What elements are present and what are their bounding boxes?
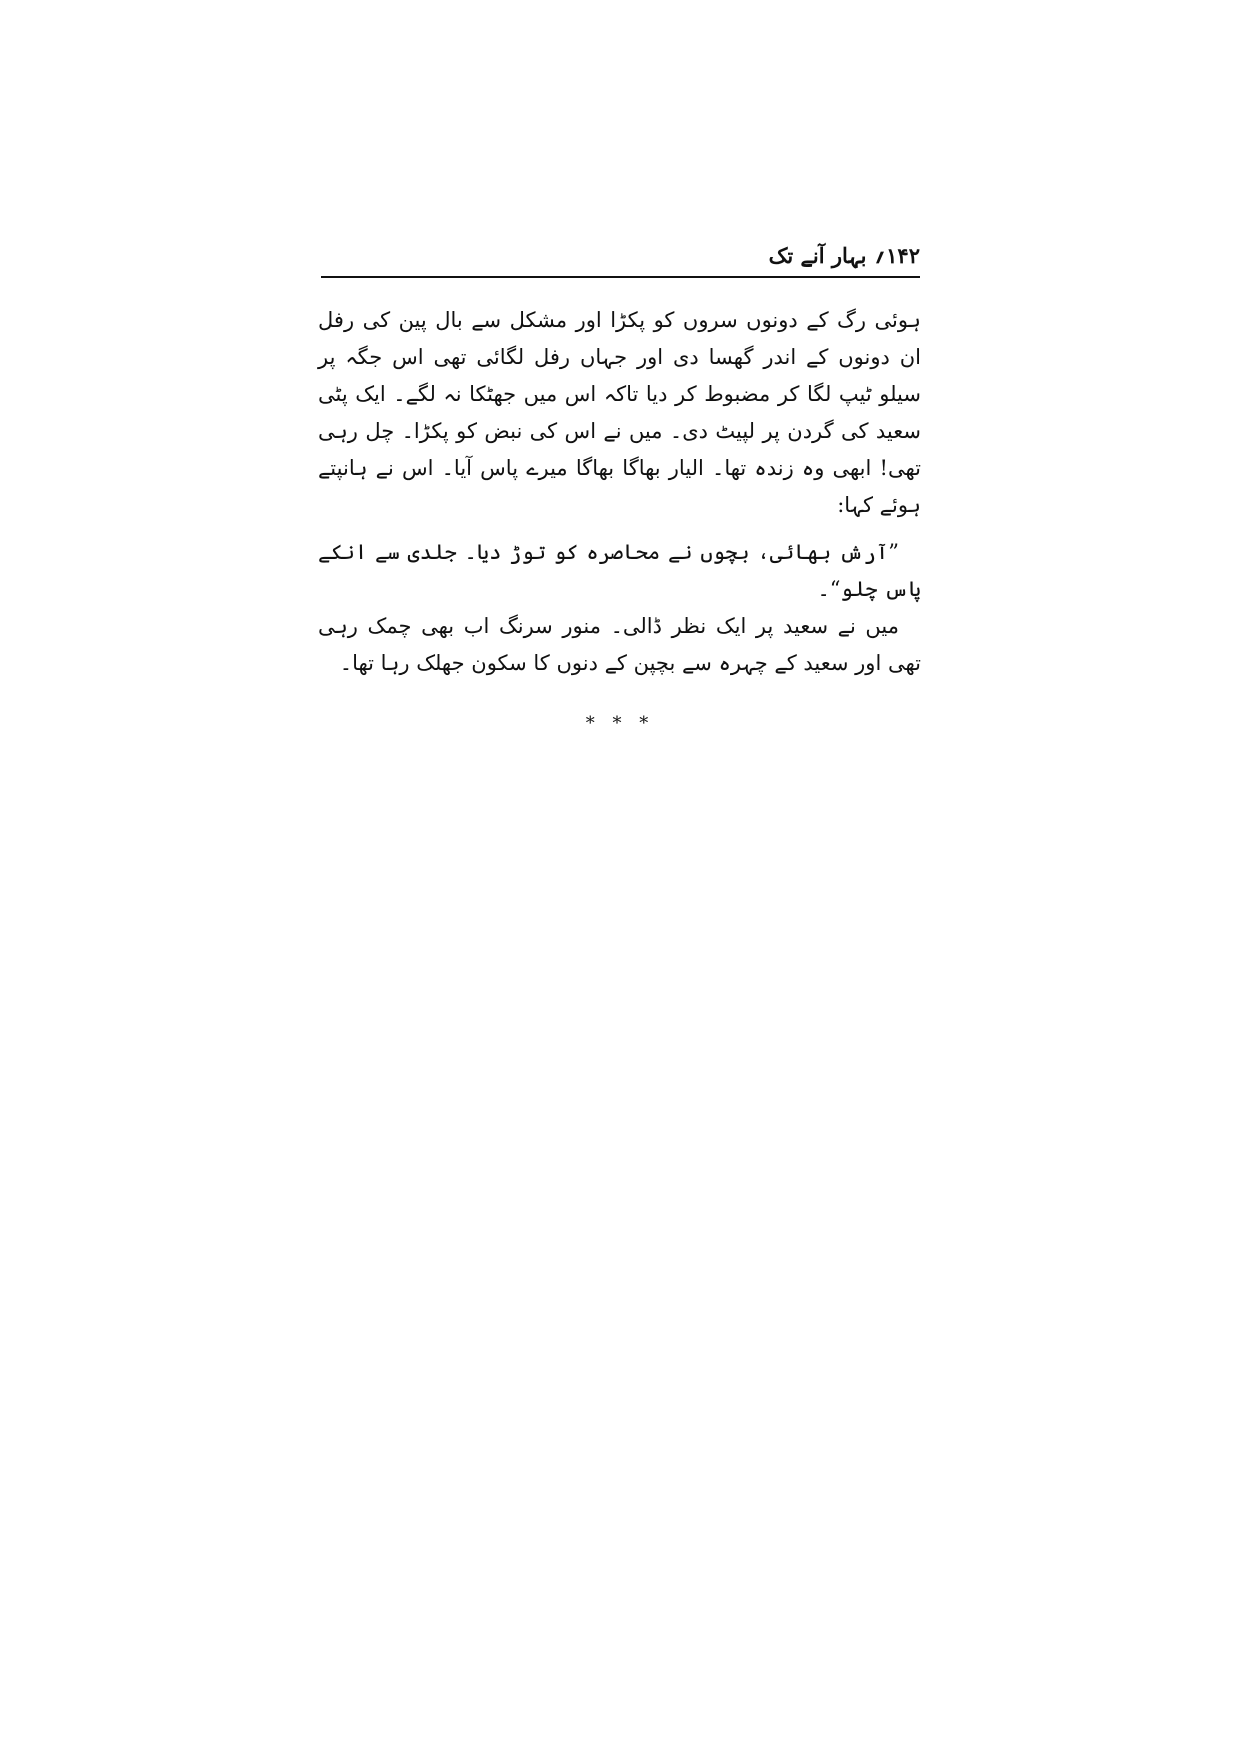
section-separator: * * *	[585, 713, 655, 734]
page-body	[318, 302, 921, 682]
page-header	[321, 242, 920, 276]
header-divider	[321, 276, 920, 278]
paragraph-quote: ”آرش بھائی، بچوں نے محاصرہ کو توڑ دیا۔ جلدی سے انکے پاس چلو“۔	[318, 540, 921, 601]
running-header-title: ۱۴۲؍ بہار آنے تک	[768, 243, 920, 268]
paragraph-3: میں نے سعید پر ایک نظر ڈالی۔ منور سرنگ اب بھی چمک رہی تھی اور سعید کے چہرہ سے بچپن کے دنوں کا سکون جھلک رہا تھا۔	[318, 614, 921, 675]
paragraph-1: ہوئی رگ کے دونوں سروں کو پکڑا اور مشکل سے بال پین کی رفل ان دونوں کے اندر گھسا دی اور جہاں رفل لگائی تھی اس جگہ پر سیلو ٹیپ لگا کر مضبوط کر دیا تاکہ اس میں جھٹکا نہ لگے۔ ایک پٹی سعید کی گردن پر لپیٹ دی۔ میں نے اس کی نبض کو پکڑا۔ چل رہی تھی! ابھی وہ زندہ تھا۔ الیار بھاگا بھاگا میرے پاس آیا۔ اس نے ہانپتے ہوئے کہا:	[318, 308, 921, 517]
